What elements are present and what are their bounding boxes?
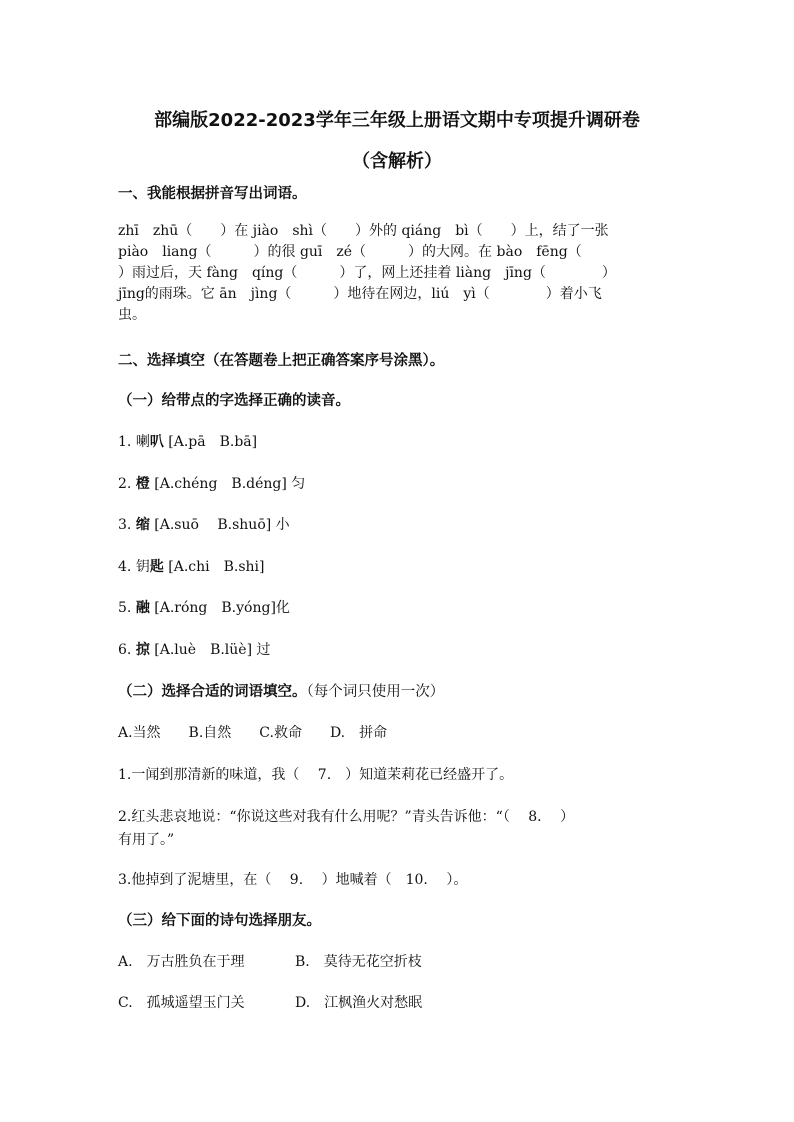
question-item [118,431,257,451]
page-title: 部编版2022-2023学年三年级上册语文期中专项提升调研卷 [154,110,640,131]
pinyin-line: 虫。 [118,307,146,323]
fill-question-2-line1: 2.红头悲哀地说：“你说这些对我有什么用呢？”青头告诉他：“（ 8. ） [118,809,575,825]
poem-option-d: D. 江枫渔火对愁眠 [295,995,423,1011]
part2-heading-text: （二）选择合适的词语填空。 [118,684,307,700]
item-word-pre: 喇 [135,434,150,450]
item-options: [A.chéng B.déng] [154,476,287,492]
page-subtitle: （含解析） [352,151,442,172]
pinyin-paragraph [118,221,678,326]
item-word-tail: 匀 [291,476,306,492]
poem-option-a: A. 万古胜负在于理 [118,954,245,970]
item-key-char: 橙 [135,476,150,492]
fill-question-1: 1.一闻到那清新的味道，我（ 7. ）知道茉莉花已经盛开了。 [118,767,514,783]
item-key-char: 缩 [135,517,150,533]
item-number: 3. [118,517,132,533]
item-options: [A.suō B.shuō] [154,517,272,533]
item-number: 6. [118,642,132,658]
pinyin-line: ）雨过后，天 fàng qíng（ ）了，网上还挂着 liàng jīng（ ） [118,265,616,281]
item-options: [A.luè B.lüè] [154,642,253,658]
question-item [118,473,305,493]
part2-heading [118,680,444,701]
item-word-pre: 钥 [135,559,150,575]
part1-heading: （一）给带点的字选择正确的读音。 [118,393,350,409]
pinyin-line: piào liang（ ）的很 guī zé（ ）的大网。在 bào fēng（ [118,244,582,260]
item-options: [A.pā B.bā] [168,434,258,450]
word-options: A.当然 B.自然 C.救命 D. 拼命 [118,725,388,741]
fill-question-3: 3.他掉到了泥塘里，在（ 9. ）地喊着（ 10. ）。 [118,872,468,888]
item-key-char: 匙 [149,559,164,575]
question-item [118,556,265,576]
question-item [118,597,290,617]
pinyin-line: jīng的雨珠。它 ān jìng（ ）地待在网边，liú yì（ ）着小飞 [118,286,602,302]
question-item [118,639,271,659]
item-number: 4. [118,559,132,575]
section1-heading: 一、我能根据拼音写出词语。 [118,186,307,202]
item-key-char: 融 [135,600,150,616]
item-options: [A.róng B.yóng] [154,600,276,616]
item-number: 5. [118,600,132,616]
pinyin-line: zhī zhū（ ）在 jiào shì（ ）外的 qiáng bì（ ）上，结了一张 [118,223,609,239]
item-word-tail: 小 [275,517,290,533]
part2-note: （每个词只使用一次） [306,684,445,700]
poem-option-c: C. 孤城遥望玉门关 [118,995,245,1011]
item-options: [A.chi B.shi] [168,559,265,575]
fill-question-2-line2: 有用了。” [118,832,175,848]
item-key-char: 掠 [135,642,150,658]
part3-heading: （三）给下面的诗句选择朋友。 [118,913,321,929]
item-number: 2. [118,476,132,492]
item-word-tail: 过 [256,642,271,658]
poem-option-b: B. 莫待无花空折枝 [295,954,422,970]
item-key-char: 叭 [149,434,164,450]
item-word-tail: 化 [275,600,290,616]
question-item [118,514,290,534]
section2-heading: 二、选择填空（在答题卷上把正确答案序号涂黑）。 [118,353,445,369]
item-number: 1. [118,434,132,450]
